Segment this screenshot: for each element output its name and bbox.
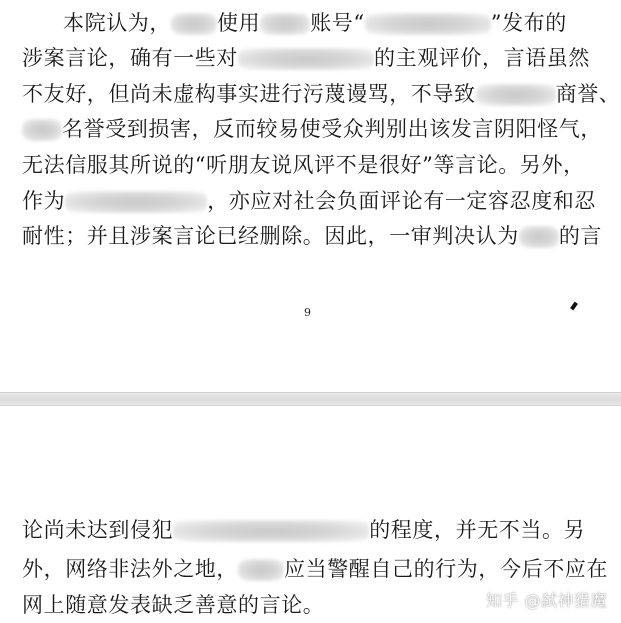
text-segment: 使用 [217, 11, 261, 35]
text-line [63, 10, 567, 36]
text-line [22, 152, 585, 178]
redacted-text [365, 13, 491, 35]
text-line [22, 556, 608, 582]
text-segment: 本院认为， [63, 11, 171, 35]
text-line [22, 116, 602, 142]
text-line [22, 45, 590, 71]
text-segment: 账号“ [310, 11, 365, 35]
text-segment: 作为 [22, 189, 66, 213]
text-line [22, 223, 602, 249]
text-segment: 的主观评价，言语虽然 [374, 46, 590, 70]
text-segment: ”发布的 [490, 11, 567, 35]
text-segment: 商誉、 [555, 82, 621, 106]
text-segment: 涉案言论，确有一些对 [22, 46, 238, 70]
scan-mark [570, 302, 578, 311]
text-segment: 名誉受到损害，反而较易使受众判别出该发言阴阳怪气， [62, 117, 602, 141]
text-line [22, 517, 585, 543]
text-segment: ，亦应对社会负面评论有一定容忍度和忍 [207, 189, 597, 213]
watermark: 知乎 @弑神猎魔 [485, 591, 607, 610]
text-segment: 论尚未达到侵犯 [22, 518, 174, 542]
redacted-text [260, 13, 310, 35]
redacted-text [22, 119, 62, 141]
page-separator [0, 392, 621, 406]
text-segment: 不友好，但尚未虚构事实进行污蔑谩骂，不导致 [22, 82, 476, 106]
text-line [22, 81, 620, 107]
text-segment: 外，网络非法外之地， [22, 557, 238, 581]
text-segment: 的言 [558, 224, 603, 248]
text-segment: 耐性；并且涉案言论已经删除。因此，一审判决认为 [22, 224, 519, 248]
redacted-text [238, 559, 284, 581]
document-page-lower [0, 406, 621, 623]
page-number: 9 [304, 306, 311, 319]
redacted-text [238, 48, 374, 70]
text-segment: 应当警醒自己的行为，今后不应在 [284, 557, 608, 581]
redacted-text [65, 191, 207, 213]
text-line [22, 592, 324, 618]
text-segment: 网上随意发表缺乏善意的言论。 [22, 593, 325, 617]
redacted-text [171, 13, 217, 35]
text-segment: 的程度，并无不当。另 [369, 518, 586, 542]
redacted-text [519, 226, 559, 248]
text-segment: 无法信服其所说的“听朋友说风评不是很好”等言论。另外， [22, 153, 585, 177]
text-line [22, 188, 596, 214]
redacted-text [476, 84, 556, 106]
redacted-text [173, 520, 369, 542]
